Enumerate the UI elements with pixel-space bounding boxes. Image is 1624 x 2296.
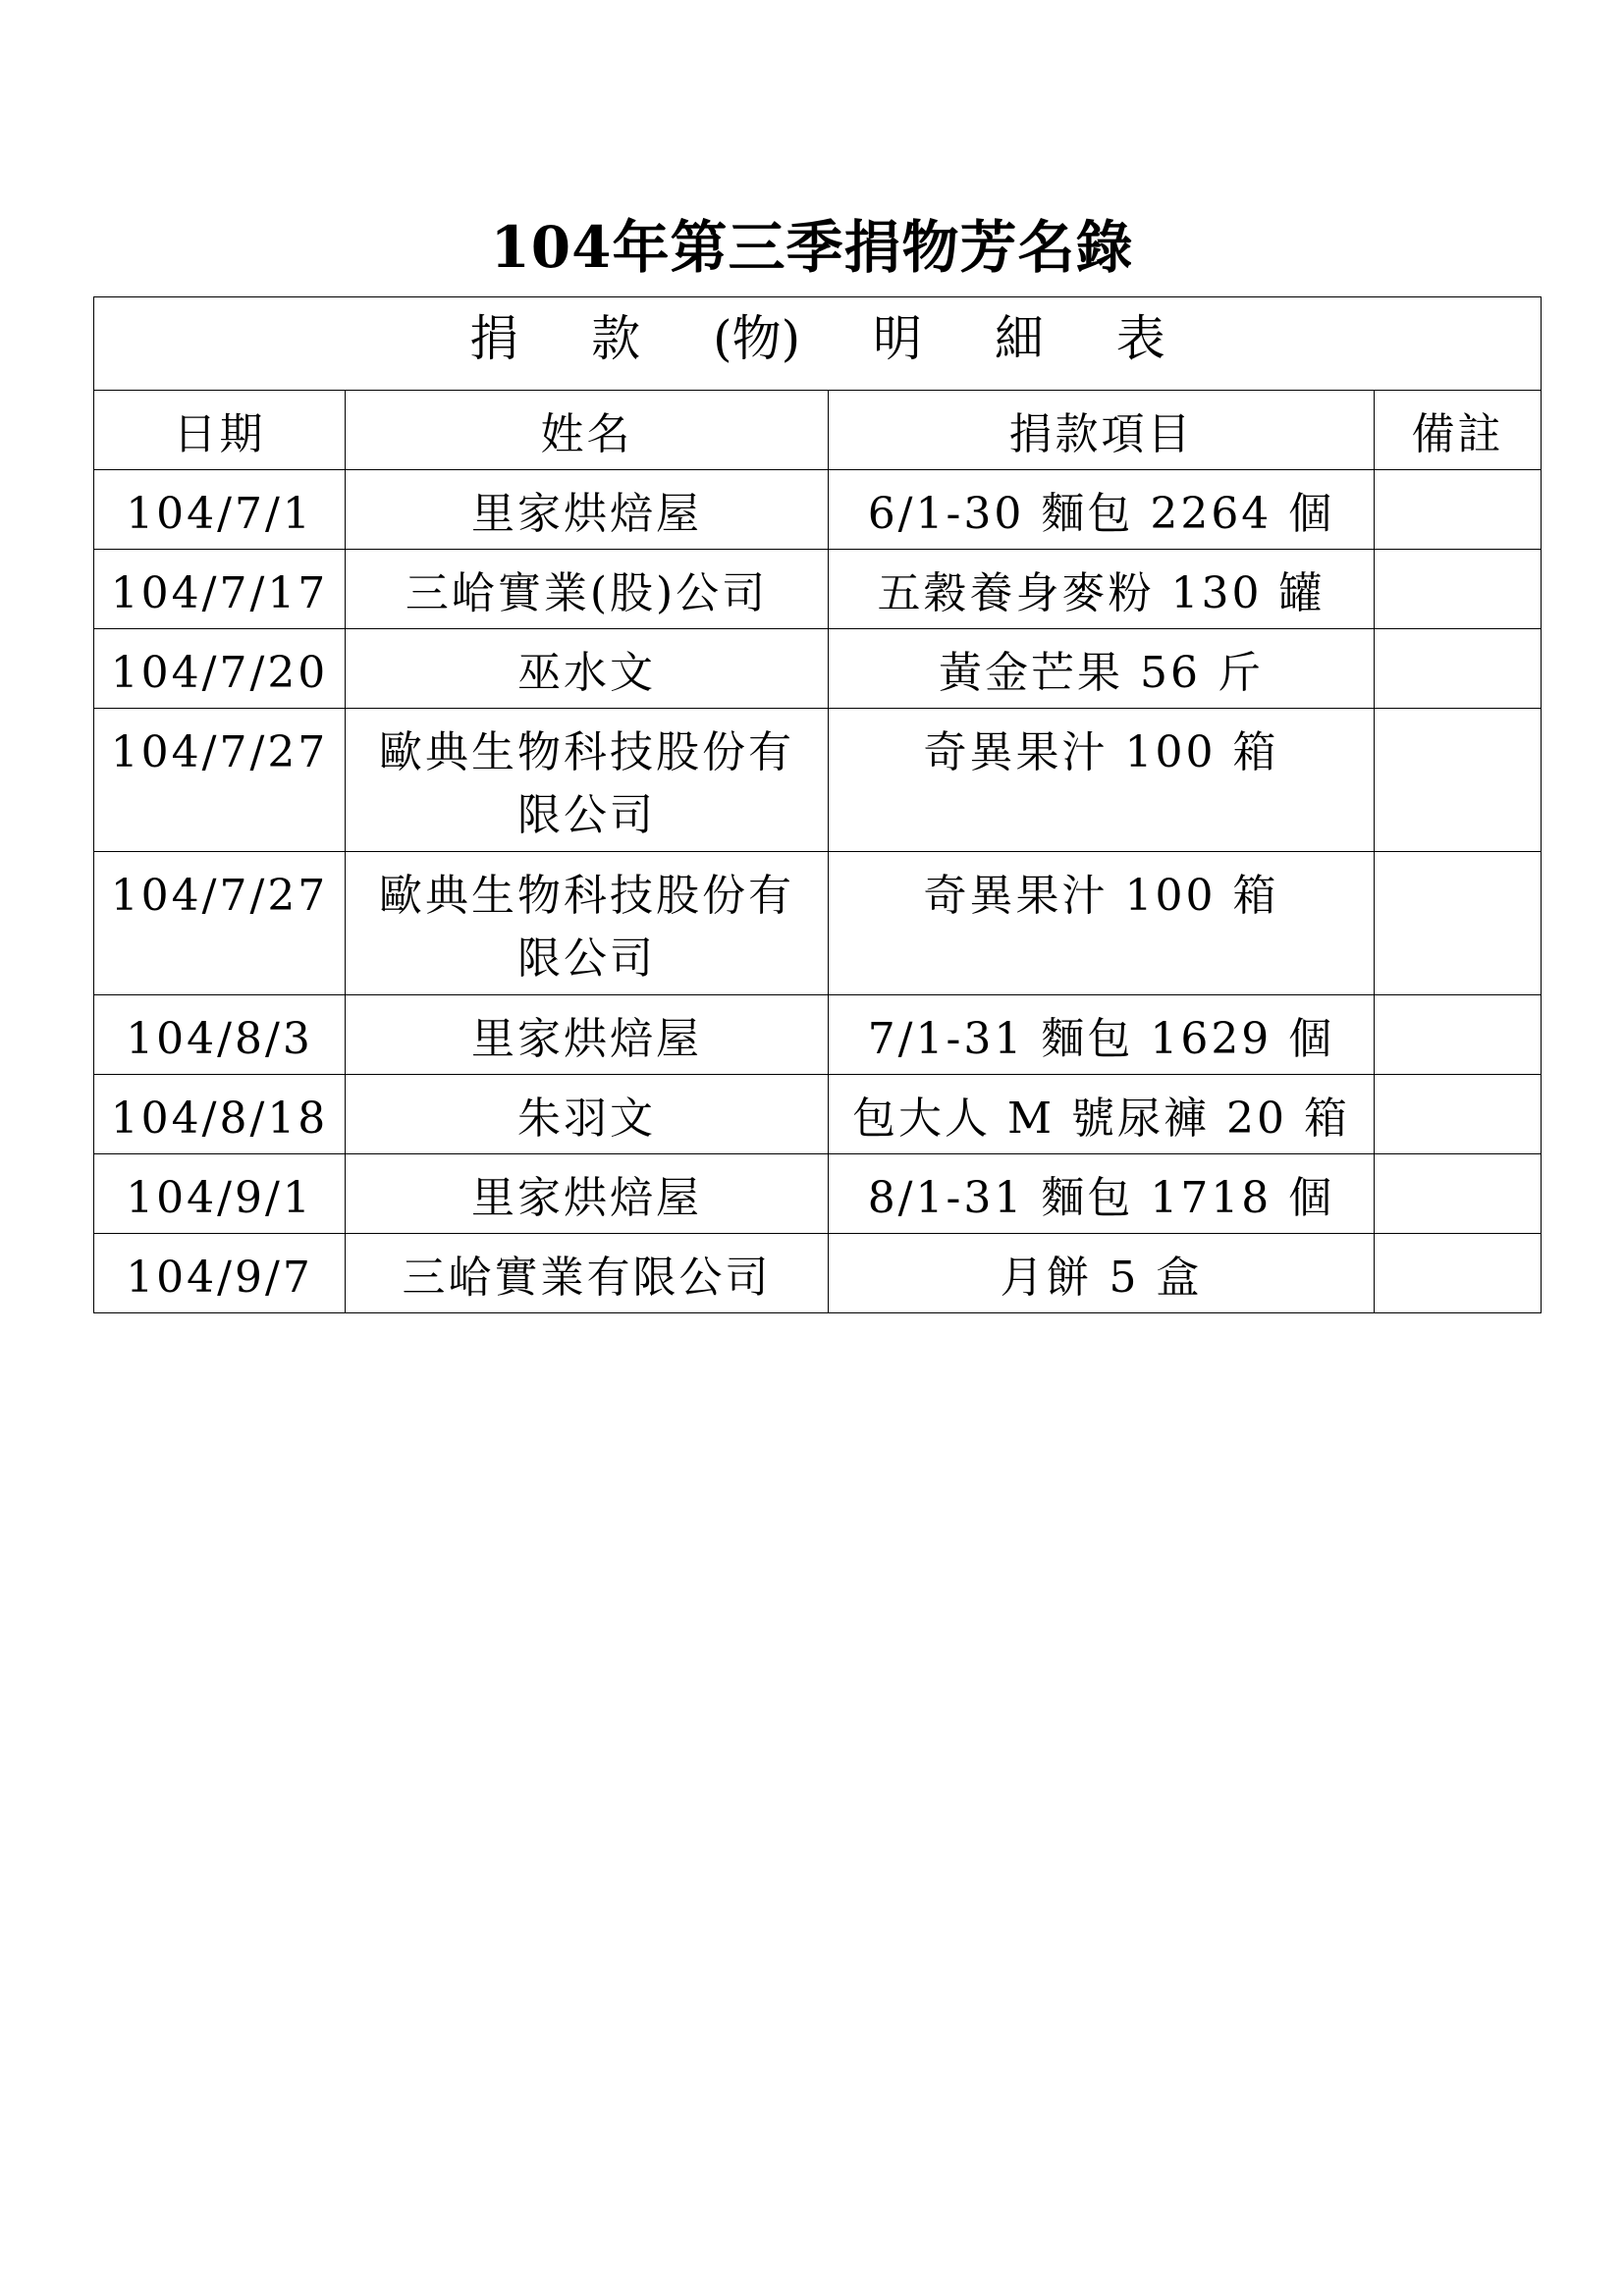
cell-note bbox=[1375, 995, 1542, 1075]
table-row bbox=[94, 470, 1542, 550]
cell-note bbox=[1375, 1075, 1542, 1154]
table-header-row bbox=[94, 391, 1542, 470]
cell-note bbox=[1375, 709, 1542, 852]
table-caption-row bbox=[94, 297, 1542, 391]
header-date: 日期 bbox=[94, 391, 346, 470]
cell-date: 104/8/3 bbox=[94, 995, 346, 1075]
cell-note bbox=[1375, 1234, 1542, 1313]
header-item: 捐款項目 bbox=[829, 391, 1375, 470]
cell-item: 黃金芒果 56 斤 bbox=[829, 629, 1375, 709]
cell-name: 里家烘焙屋 bbox=[346, 995, 829, 1075]
table-row bbox=[94, 1154, 1542, 1234]
table-row bbox=[94, 629, 1542, 709]
cell-date: 104/8/18 bbox=[94, 1075, 346, 1154]
cell-name: 巫水文 bbox=[346, 629, 829, 709]
cell-name: 三峆實業(股)公司 bbox=[346, 550, 829, 629]
cell-item: 8/1-31 麵包 1718 個 bbox=[829, 1154, 1375, 1234]
table-row bbox=[94, 852, 1542, 995]
cell-item: 包大人 M 號尿褲 20 箱 bbox=[829, 1075, 1375, 1154]
cell-note bbox=[1375, 470, 1542, 550]
cell-note bbox=[1375, 629, 1542, 709]
cell-item: 奇異果汁 100 箱 bbox=[829, 709, 1375, 852]
cell-date: 104/7/20 bbox=[94, 629, 346, 709]
table-row bbox=[94, 709, 1542, 852]
cell-name: 歐典生物科技股份有限公司 bbox=[346, 709, 829, 852]
cell-item: 月餅 5 盒 bbox=[829, 1234, 1375, 1313]
cell-date: 104/7/1 bbox=[94, 470, 346, 550]
cell-date: 104/7/27 bbox=[94, 709, 346, 852]
header-name: 姓名 bbox=[346, 391, 829, 470]
cell-date: 104/7/17 bbox=[94, 550, 346, 629]
table-row bbox=[94, 1234, 1542, 1313]
table-caption bbox=[94, 297, 1542, 391]
page-title: 104年第三季捐物芳名錄 bbox=[490, 214, 1134, 281]
table-row bbox=[94, 550, 1542, 629]
cell-item: 五穀養身麥粉 130 罐 bbox=[829, 550, 1375, 629]
table-row bbox=[94, 995, 1542, 1075]
cell-date: 104/7/27 bbox=[94, 852, 346, 995]
cell-date: 104/9/7 bbox=[94, 1234, 346, 1313]
header-note: 備註 bbox=[1375, 391, 1542, 470]
cell-note bbox=[1375, 550, 1542, 629]
cell-name: 朱羽文 bbox=[346, 1075, 829, 1154]
cell-note bbox=[1375, 1154, 1542, 1234]
donation-table bbox=[93, 296, 1542, 1313]
cell-date: 104/9/1 bbox=[94, 1154, 346, 1234]
table-caption-text: 捐 款 (物) 明 細 表 bbox=[469, 310, 1165, 367]
table-row bbox=[94, 1075, 1542, 1154]
cell-item: 7/1-31 麵包 1629 個 bbox=[829, 995, 1375, 1075]
cell-item: 奇異果汁 100 箱 bbox=[829, 852, 1375, 995]
cell-item: 6/1-30 麵包 2264 個 bbox=[829, 470, 1375, 550]
cell-note bbox=[1375, 852, 1542, 995]
cell-name: 里家烘焙屋 bbox=[346, 470, 829, 550]
cell-name: 歐典生物科技股份有限公司 bbox=[346, 852, 829, 995]
cell-name: 里家烘焙屋 bbox=[346, 1154, 829, 1234]
cell-name: 三峆實業有限公司 bbox=[346, 1234, 829, 1313]
